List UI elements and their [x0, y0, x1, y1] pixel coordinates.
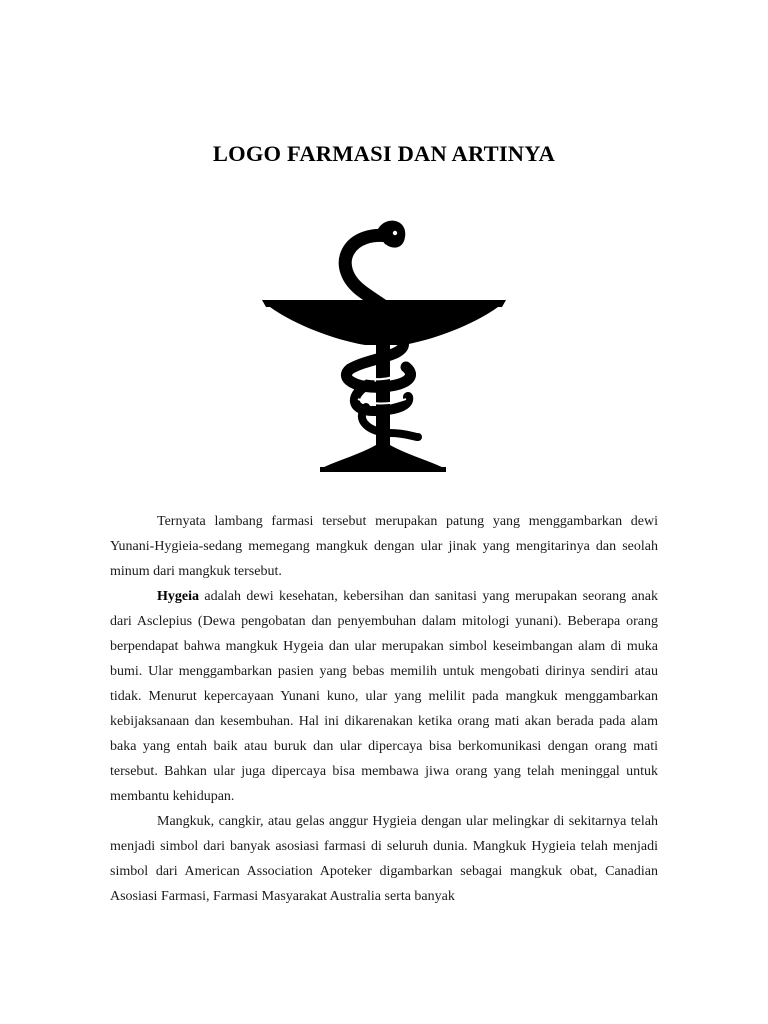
paragraph-text: Ternyata lambang farmasi tersebut merupakan patung yang menggambarkan dewi Yunani-Hygieia-sedang memegang mangkuk dengan ular jinak yang mengitarinya dan seolah minum dari mangkuk tersebut.	[110, 514, 658, 579]
page-title: LOGO FARMASI DAN ARTINYA	[212, 141, 556, 166]
paragraph-text: Mangkuk, cangkir, atau gelas anggur Hygieia dengan ular melingkar di sekitarnya telah menjadi simbol dari banyak asosiasi farmasi di seluruh dunia. Mangkuk Hygieia telah menjadi simbol dari American Association Apoteker digambarkan sebagai mangkuk obat, Canadian Asosiasi Farmasi, Farmasi Masyarakat Australia serta banyak	[110, 814, 658, 904]
paragraph-2	[110, 584, 658, 809]
paragraph-text: adalah dewi kesehatan, kebersihan dan sanitasi yang merupakan seorang anak dari Asclepius (Dewa pengobatan dan penyembuhan dalam mitologi yunani). Beberapa orang berpendapat bahwa mangkuk Hygeia dan ular merupakan simbol keseimbangan alam di muka bumi. Ular menggambarkan pasien yang bebas memilih untuk mengobati dirinya sendiri atau tidak. Menurut kepercayaan Yunani kuno, ular yang melilit pada mangkuk menggambarkan kebijaksanaan dan kesembuhan. Hal ini dikarenakan ketika orang mati akan berada pada alam baka yang entah baik atau buruk dan ular dipercaya bisa berkomunikasi dengan orang mati tersebut. Bahkan ular juga dipercaya bisa membawa jiwa orang yang telah meninggal untuk membantu kehidupan.	[110, 589, 658, 804]
paragraph-lead-hygeia: Hygeia	[157, 589, 199, 604]
bowl-of-hygieia-icon	[258, 207, 510, 475]
article-body	[110, 509, 658, 909]
paragraph-3	[110, 809, 658, 909]
paragraph-1	[110, 509, 658, 584]
